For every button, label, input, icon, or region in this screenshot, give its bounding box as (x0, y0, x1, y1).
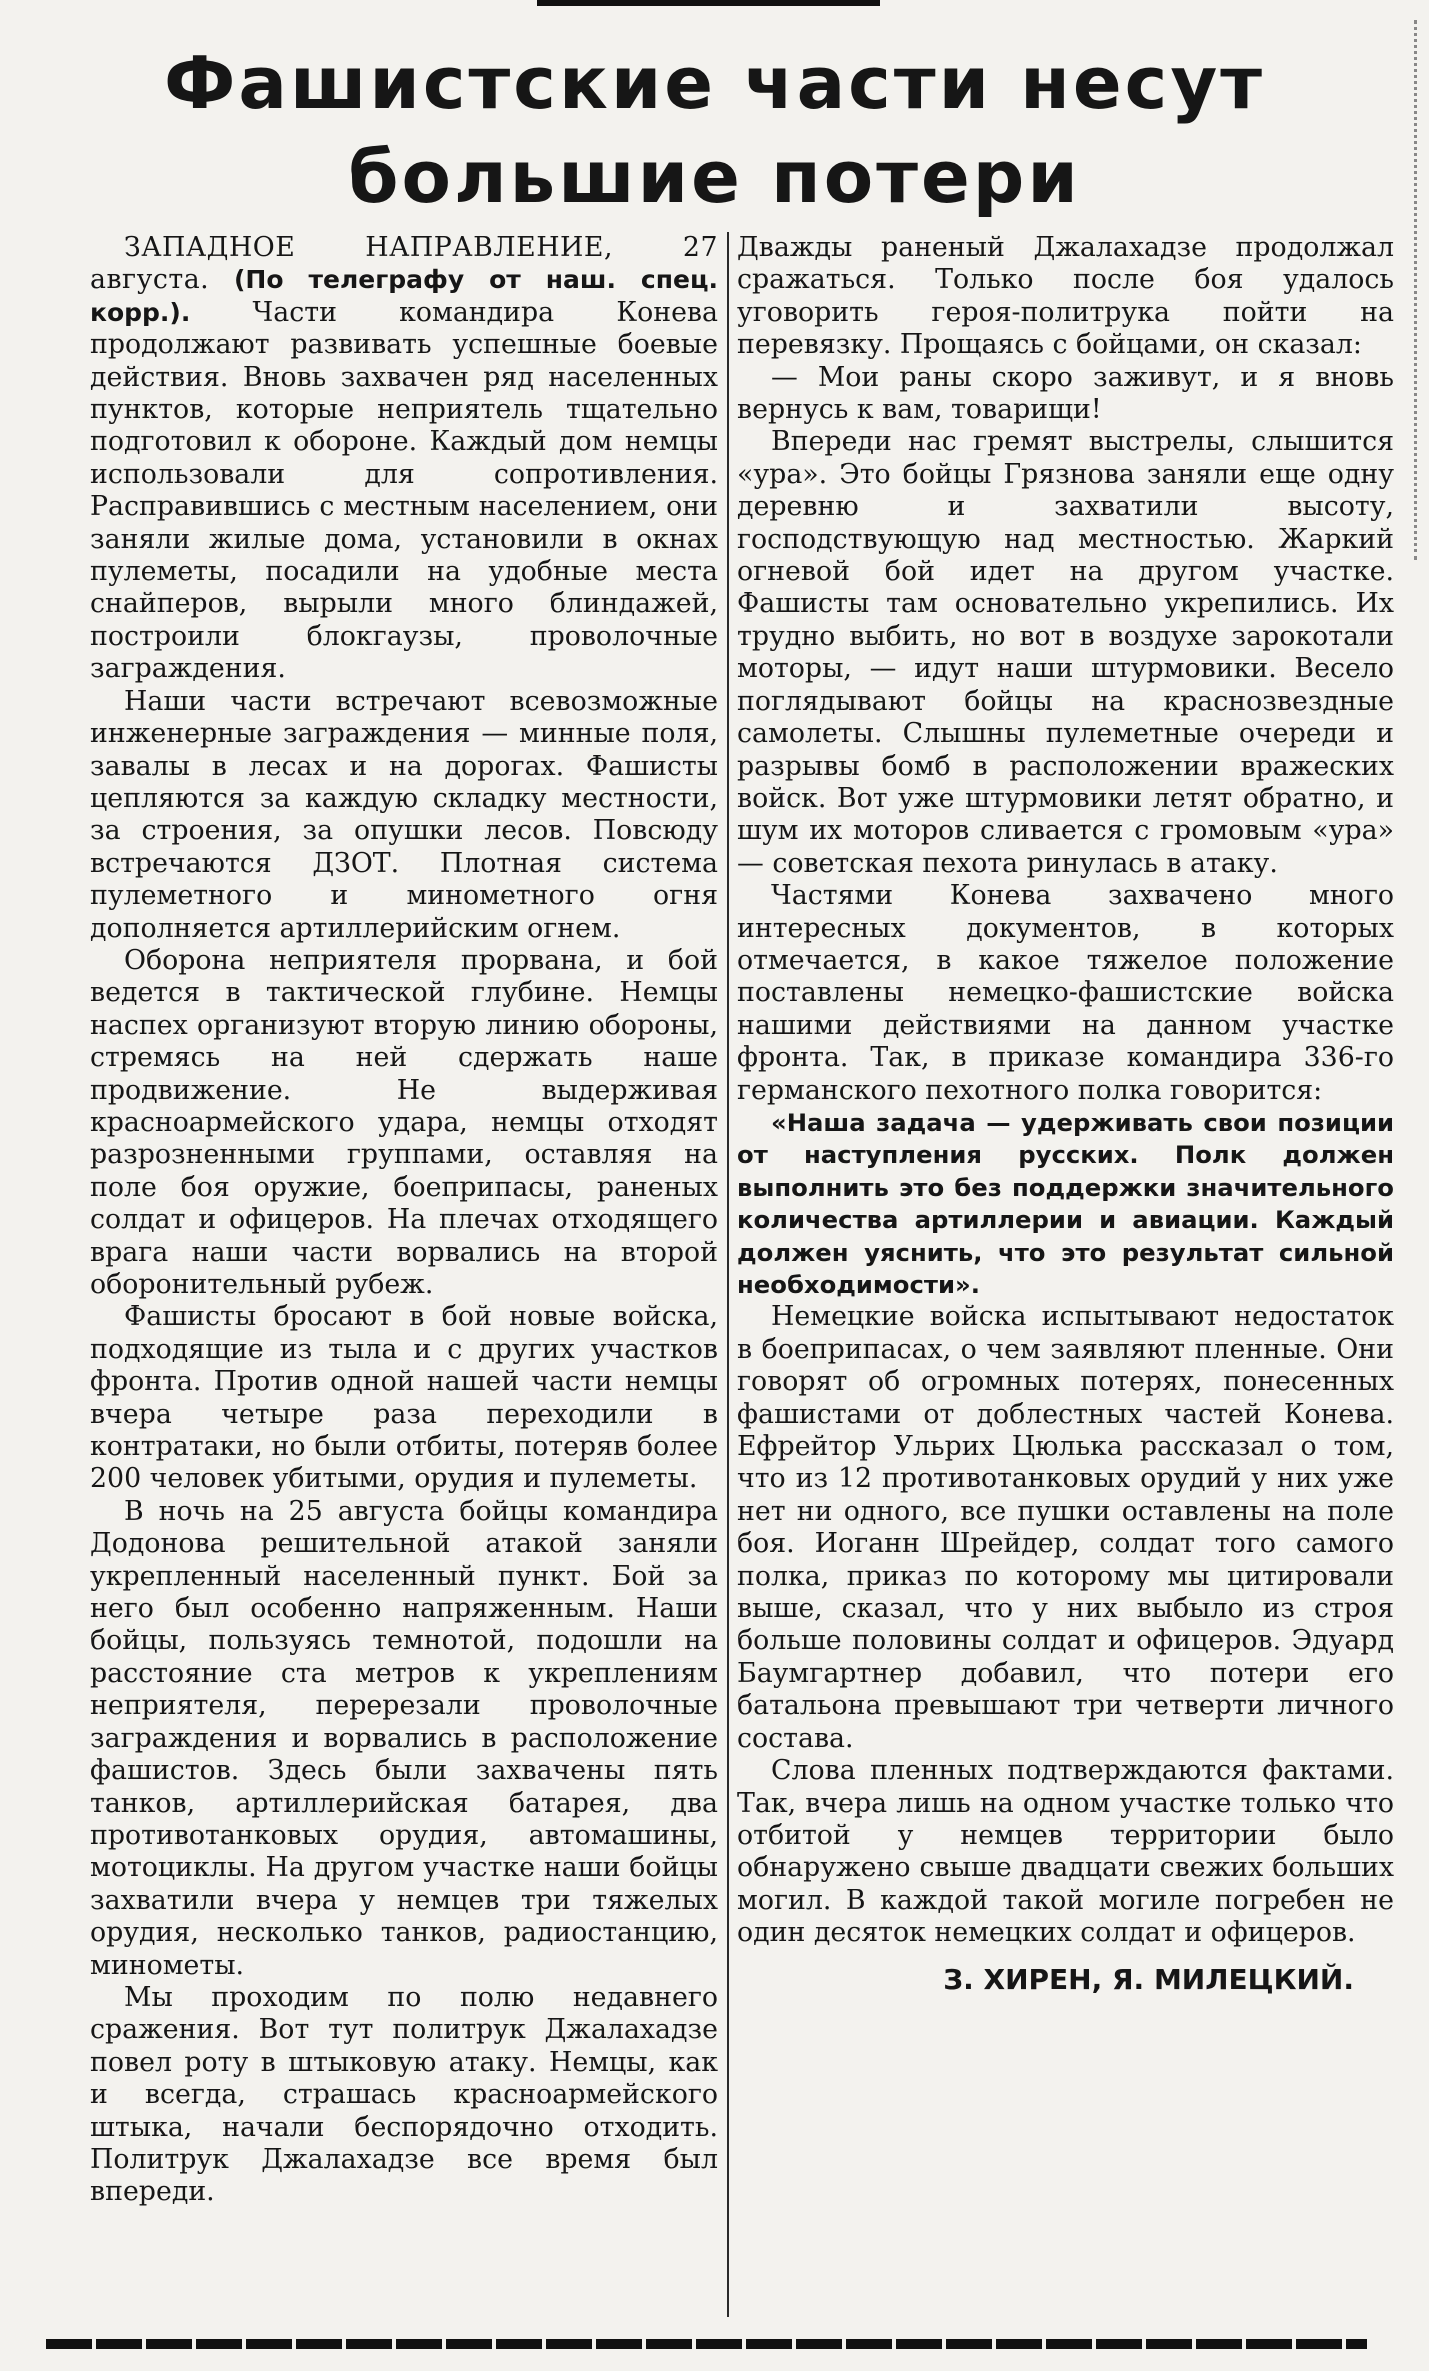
margin-fold-mark (1414, 20, 1427, 560)
top-rule (537, 0, 880, 6)
article-headline (40, 36, 1389, 224)
headline-line-1: Фашистские части несут (163, 41, 1266, 125)
lead-paragraph (90, 232, 718, 686)
paragraph: Фашисты бросают в бой новые войска, подходящие из тыла и с других участков фронта. Против одной нашей части немцы вчера четыре раза переходили в контратаки, но были отбиты, потеряв более 200 человек убитыми, орудия и пулеметы. (90, 1301, 718, 1495)
left-column (90, 232, 718, 2209)
paragraph: Дважды раненый Джалахадзе продолжал сражаться. Только после боя удалось уговорить героя-политрука пойти на перевязку. Прощаясь с бойцами, он сказал: (737, 232, 1394, 361)
source-note: (По телеграфу от наш. спец. корр.). (90, 265, 718, 327)
quoted-speech: — Мои раны скоро заживут, и я вновь вернусь к вам, товарищи! (737, 361, 1394, 426)
paragraph: Немецкие войска испытывают недостаток в боеприпасах, о чем заявляют пленные. Они говорят об огромных потерях, понесенных фашистами от доблестных частей Конева. Ефрейтор Ульрих Цюлька рассказал о том, что из 12 противотанковых орудий у них уже нет ни одного, все пушки оставлены на поле боя. Иоганн Шрейдер, солдат того самого полка, приказ по которому мы цитировали выше, сказал, что у них выбыло из строя больше половины солдат и офицеров. Эдуард Баумгартнер добавил, что потери его батальона превышают три четверти личного состава. (737, 1301, 1394, 1754)
column-divider (727, 232, 729, 2317)
headline-line-2: большие потери (348, 135, 1081, 219)
dateline: ЗАПАДНОЕ НАПРАВЛЕНИЕ, 27 августа. (90, 232, 718, 296)
paragraph: Оборона неприятеля прорвана, и бой ведется в тактической глубине. Немцы наспех организуют вторую линию обороны, стремясь на ней сдержать наше продвижение. Не выдерживая красноармейского удара, немцы отходят разрозненными группами, оставляя на поле боя оружие, боеприпасы, раненых солдат и офицеров. На плечах отходящего врага наши части ворвались на второй оборонительный рубеж. (90, 944, 718, 1300)
paragraph: В ночь на 25 августа бойцы командира Додонова решительной атакой заняли укрепленный населенный пункт. Бой за него был особенно напряженным. Наши бойцы, пользуясь темнотой, подошли на расстояние ста метров к укреплениям неприятеля, перерезали проволочные заграждения и ворвались в расположение фашистов. Здесь были захвачены пять танков, артиллерийская батарея, два противотанковых орудия, автомашины, мотоциклы. На другом участке наши бойцы захватили вчера у немцев три тяжелых орудия, несколько танков, радиостанцию, минометы. (90, 1495, 718, 1981)
paragraph: Впереди нас гремят выстрелы, слышится «ура». Это бойцы Грязнова заняли еще одну деревню и захватили высоту, господствующую над местностью. Жаркий огневой бой идет на другом участке. Фашисты там основательно укрепились. Их трудно выбить, но вот в воздухе зарокотали моторы, — идут наши штурмовики. Весело поглядывают бойцы на краснозвездные самолеты. Слышны пулеметные очереди и разрывы бомб в расположении вражеских войск. Вот уже штурмовики летят обратно, и шум их моторов сливается с громовым «ура» — советская пехота ринулась в атаку. (737, 426, 1394, 879)
paragraph: Слова пленных подтверждаются фактами. Так, вчера лишь на одном участке только что отбитой у немцев территории было обнаружено свыше двадцати свежих больших могил. В каждой такой могиле погребен не один десяток немецких солдат и офицеров. (737, 1755, 1394, 1949)
order-quote: «Наша задача — удерживать свои позиции от наступления русских. Полк должен выполнить это без поддержки значительного количества артиллерии и авиации. Каждый должен уяснить, что это результат сильной необходимости». (737, 1107, 1394, 1299)
paragraph: Мы проходим по полю недавнего сражения. Вот тут политрук Джалахадзе повел роту в штыковую атаку. Немцы, как и всегда, страшась красноармейского штыка, начали беспорядочно отходить. Политрук Джалахадзе все время был впереди. (90, 1981, 718, 2208)
paragraph: Наши части встречают всевозможные инженерные заграждения — минные поля, завалы в лесах и на дорогах. Фашисты цепляются за каждую складку местности, за строения, за опушки лесов. Повсюду встречаются ДЗОТ. Плотная система пулеметного и минометного огня дополняется артиллерийским огнем. (90, 685, 718, 944)
right-column (737, 232, 1394, 1996)
paragraph: Частями Конева захвачено много интересных документов, в которых отмечается, в какое тяжелое положение поставлены немецко-фашистские войска нашими действиями на данном участке фронта. Так, в приказе командира 336-го германского пехотного полка говорится: (737, 880, 1394, 1106)
author-signature: З. ХИРЕН, Я. МИЛЕЦКИЙ. (943, 1962, 1354, 1996)
paragraph-text: Части командира Конева продолжают развивать успешные боевые действия. Вновь захвачен ряд населенных пунктов, которые неприятель тщательно подготовил к обороне. Каждый дом немцы использовали для сопротивления. Расправившись с местным населением, они заняли жилые дома, установили в окнах пулеметы, посадили на удобные места снайперов, вырыли много блиндажей, построили блокгаузы, проволочные заграждения. (90, 296, 718, 685)
bottom-rule (46, 2339, 1367, 2349)
